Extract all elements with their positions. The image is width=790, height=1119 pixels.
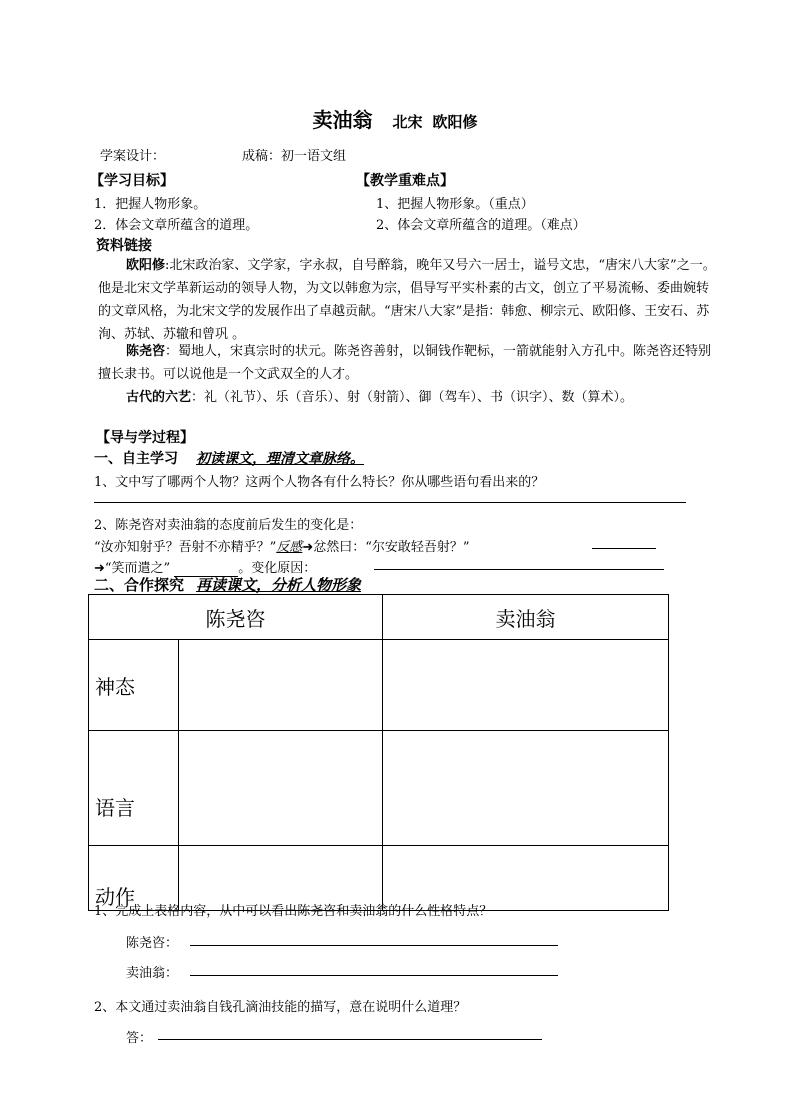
designer-label: 学案设计：: [100, 149, 166, 164]
difficulties-heading: 【教学重难点】: [356, 173, 454, 189]
reason-line: [374, 569, 664, 570]
answer-line: [94, 502, 686, 503]
answer-line[interactable]: [158, 1039, 542, 1040]
row-label-dongzuo: 动作: [89, 846, 179, 911]
blank-line: [592, 548, 656, 549]
process-heading: 【导与学过程】: [96, 430, 194, 446]
answer-line[interactable]: [190, 945, 558, 946]
q2-line-1: [94, 536, 470, 555]
difficulty-item-2: 2、体会文章所蕴含的道理。（难点）: [376, 218, 586, 233]
row-label-shentai: 神态: [89, 640, 179, 731]
section1-task: 初读课文，理清文章脉络。: [196, 451, 364, 467]
resources-heading: 资料链接: [96, 238, 152, 254]
table-cell[interactable]: [179, 640, 383, 731]
process-q2: 2、陈尧咨对卖油翁的态度前后发生的变化是：: [94, 518, 363, 533]
question-2: 2、本文通过卖油翁自钱孔滴油技能的描写，意在说明什么道理？: [94, 1000, 467, 1015]
table-cell[interactable]: [383, 640, 669, 731]
row-label-yuyan: 语言: [89, 731, 179, 846]
ouyang-label: 欧阳修: [126, 258, 166, 273]
title-author: 欧阳修: [432, 113, 478, 131]
section2: [94, 574, 361, 595]
draft-label: 成稿：初一语文组: [242, 149, 347, 164]
q2-answer-1: 反感: [276, 540, 303, 555]
section1-label: 一、自主学习: [94, 451, 178, 467]
answer-label: 答：: [126, 1031, 153, 1046]
chen-text: ：蜀地人，宋真宗时的状元。陈尧咨善射，以铜钱作靶标，一箭就能射入方孔中。陈尧咨还特别擅长隶书。可以说他是一个文武双全的人才。: [98, 344, 712, 382]
process-q1: 1、文中写了哪两个人物？这两个人物各有什么特长？你从哪些语句看出来的？: [94, 475, 545, 490]
title-main: 卖油翁: [312, 108, 373, 132]
q2-reason-label: 。变化原因：: [238, 561, 317, 576]
ouyang-paragraph: [98, 254, 718, 346]
goal-item-1: 1．把握人物形象。: [94, 197, 207, 212]
table-row: [89, 640, 669, 731]
goal-item-2: 2．体会文章所蕴含的道理。: [94, 218, 259, 233]
table-row: [89, 731, 669, 846]
table-header-maiyou: 卖油翁: [383, 595, 669, 640]
table-header-row: [89, 595, 669, 640]
arts-label: 古代的六艺: [126, 390, 192, 405]
table-cell[interactable]: [179, 731, 383, 846]
arts-paragraph: [98, 386, 718, 409]
table-cell[interactable]: [383, 731, 669, 846]
difficulty-item-1: 1、把握人物形象。（重点）: [376, 197, 534, 212]
answer-line[interactable]: [190, 975, 558, 976]
chen-paragraph: [98, 340, 718, 386]
chen-label: 陈尧咨: [126, 344, 166, 359]
chen-answer-label: 陈尧咨：: [126, 936, 179, 951]
q2-quote-1: “汝亦知射乎？吾射不亦精乎？”: [94, 540, 277, 555]
q2-quote-3: ➜“笑而遣之”: [94, 561, 171, 576]
goals-heading: 【学习目标】: [90, 173, 174, 189]
character-table: [88, 594, 669, 911]
arts-text: ：礼（礼节）、乐（音乐）、射（射箭）、御（驾车）、书（识字）、数（算术）。: [191, 390, 634, 405]
section2-label: 二、合作探究: [94, 576, 185, 594]
page-title: [0, 104, 790, 133]
section2-task: 再读课文，分析人物形象: [196, 576, 362, 594]
question-1: 1、完成上表格内容，从中可以看出陈尧咨和卖油翁的什么性格特点？: [94, 904, 493, 919]
title-dynasty: 北宋: [392, 113, 423, 131]
section1: [94, 448, 364, 468]
q2-quote-2: ➜忿然曰：“尔安敢轻吾射？”: [302, 540, 470, 555]
ouyang-text: :北宋政治家、文学家，字永叔，自号醉翁，晚年又号六一居士，谥号文忠，“唐宋八大家”之一。 他是北宋文学革新运动的领导人物，为文以韩愈为宗，倡导写平实朴素的古文，创立了平易流畅、委曲婉转的文章风格，为北宋文学的发展作出了卓越贡献。“唐宋八大家”是指：韩愈、柳宗元、欧阳修、王安石、苏洵、苏轼、苏辙和曾巩 。: [98, 258, 716, 342]
maiyou-answer-label: 卖油翁：: [126, 966, 179, 981]
table-header-chen: 陈尧咨: [89, 595, 383, 640]
